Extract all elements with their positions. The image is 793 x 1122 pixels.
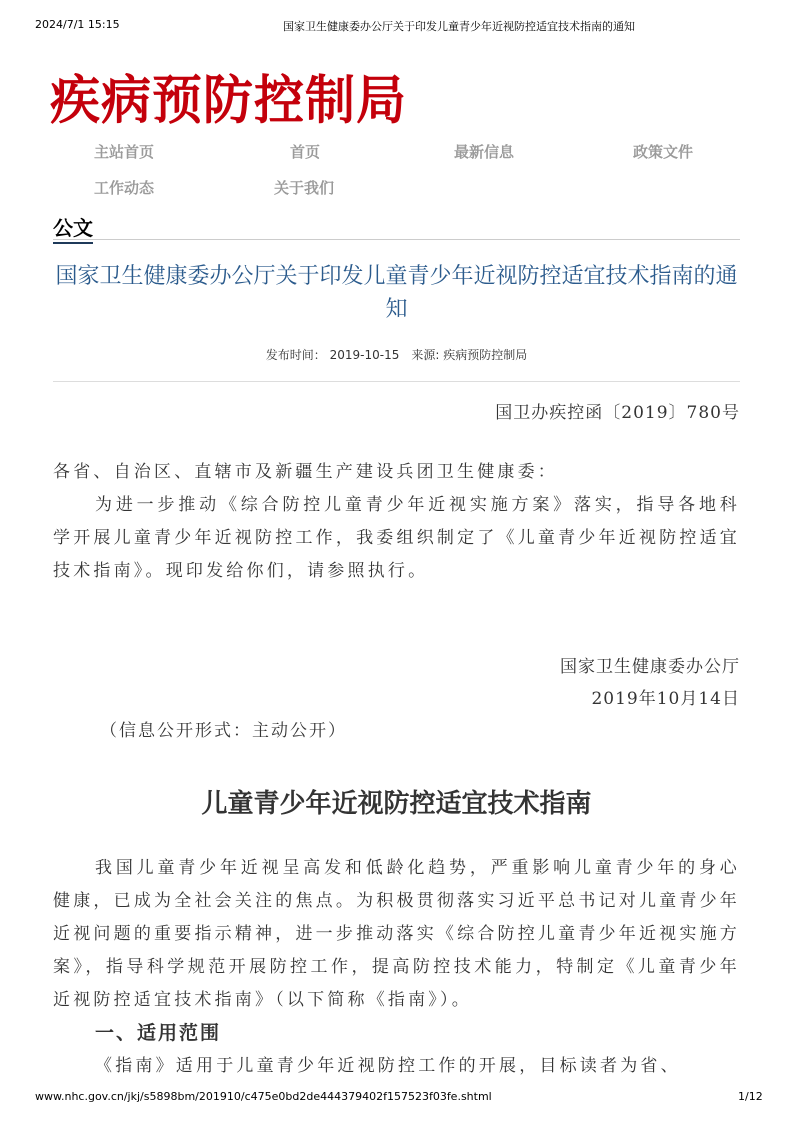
- print-page-title: 国家卫生健康委办公厅关于印发儿童青少年近视防控适宜技术指南的通知: [283, 20, 635, 33]
- nav-latest-info[interactable]: 最新信息: [454, 143, 515, 161]
- guide-body: [53, 852, 740, 1083]
- nav-about-us[interactable]: 关于我们: [274, 179, 335, 197]
- disclosure-type: （信息公开形式：主动公开）: [100, 721, 347, 741]
- nav-policy-documents[interactable]: 政策文件: [633, 143, 694, 161]
- divider: [53, 381, 740, 382]
- guide-intro: 我国儿童青少年近视呈高发和低龄化趋势，严重影响儿童青少年的身心健康，已成为全社会关注的焦点。为积极贯彻落实习近平总书记对儿童青少年近视问题的重要指示精神，进一步推动落实《综合防控儿童青少年近视实施方案》，指导科学规范开展防控工作，提高防控技术能力，特制定《儿童青少年近视防控适宜技术指南》（以下简称《指南》）。: [53, 858, 740, 1010]
- print-page-number: 1/12: [738, 1090, 763, 1103]
- article-title: 国家卫生健康委办公厅关于印发儿童青少年近视防控适宜技术指南的通知: [55, 264, 738, 322]
- article-meta: 发布时间： 2019-10-15 来源: 疾病预防控制局: [265, 348, 528, 362]
- section-heading: 公文: [53, 212, 93, 244]
- document-number: 国卫办疾控函〔2019〕780号: [495, 403, 740, 423]
- salutation: 各省、自治区、直辖市及新疆生产建设兵团卫生健康委：: [53, 462, 558, 482]
- nav-work-news[interactable]: 工作动态: [94, 179, 155, 197]
- sign-date: 2019年10月14日: [591, 689, 740, 709]
- guide-title: 儿童青少年近视防控适宜技术指南: [201, 789, 592, 819]
- section-heading-scope: 一、适用范围: [95, 1022, 222, 1044]
- nav-home[interactable]: 首页: [290, 143, 321, 161]
- notice-paragraph: 为进一步推动《综合防控儿童青少年近视实施方案》落实，指导各地科学开展儿童青少年近视防控工作，我委组织制定了《儿童青少年近视防控适宜技术指南》。现印发给你们，请参照执行。: [53, 495, 740, 581]
- site-logo[interactable]: 疾病预防控制局: [50, 69, 407, 131]
- scope-paragraph: 《指南》适用于儿童青少年近视防控工作的开展，目标读者为省、: [95, 1056, 681, 1076]
- print-url: www.nhc.gov.cn/jkj/s5898bm/201910/c475e0bd2de444379402f157523f03fe.shtml: [35, 1090, 492, 1103]
- nav-main-site-home[interactable]: 主站首页: [94, 143, 155, 161]
- divider: [53, 239, 740, 240]
- print-datetime: 2024/7/1 15:15: [35, 18, 120, 31]
- notice-body: [53, 456, 740, 588]
- signer: 国家卫生健康委办公厅: [560, 657, 740, 677]
